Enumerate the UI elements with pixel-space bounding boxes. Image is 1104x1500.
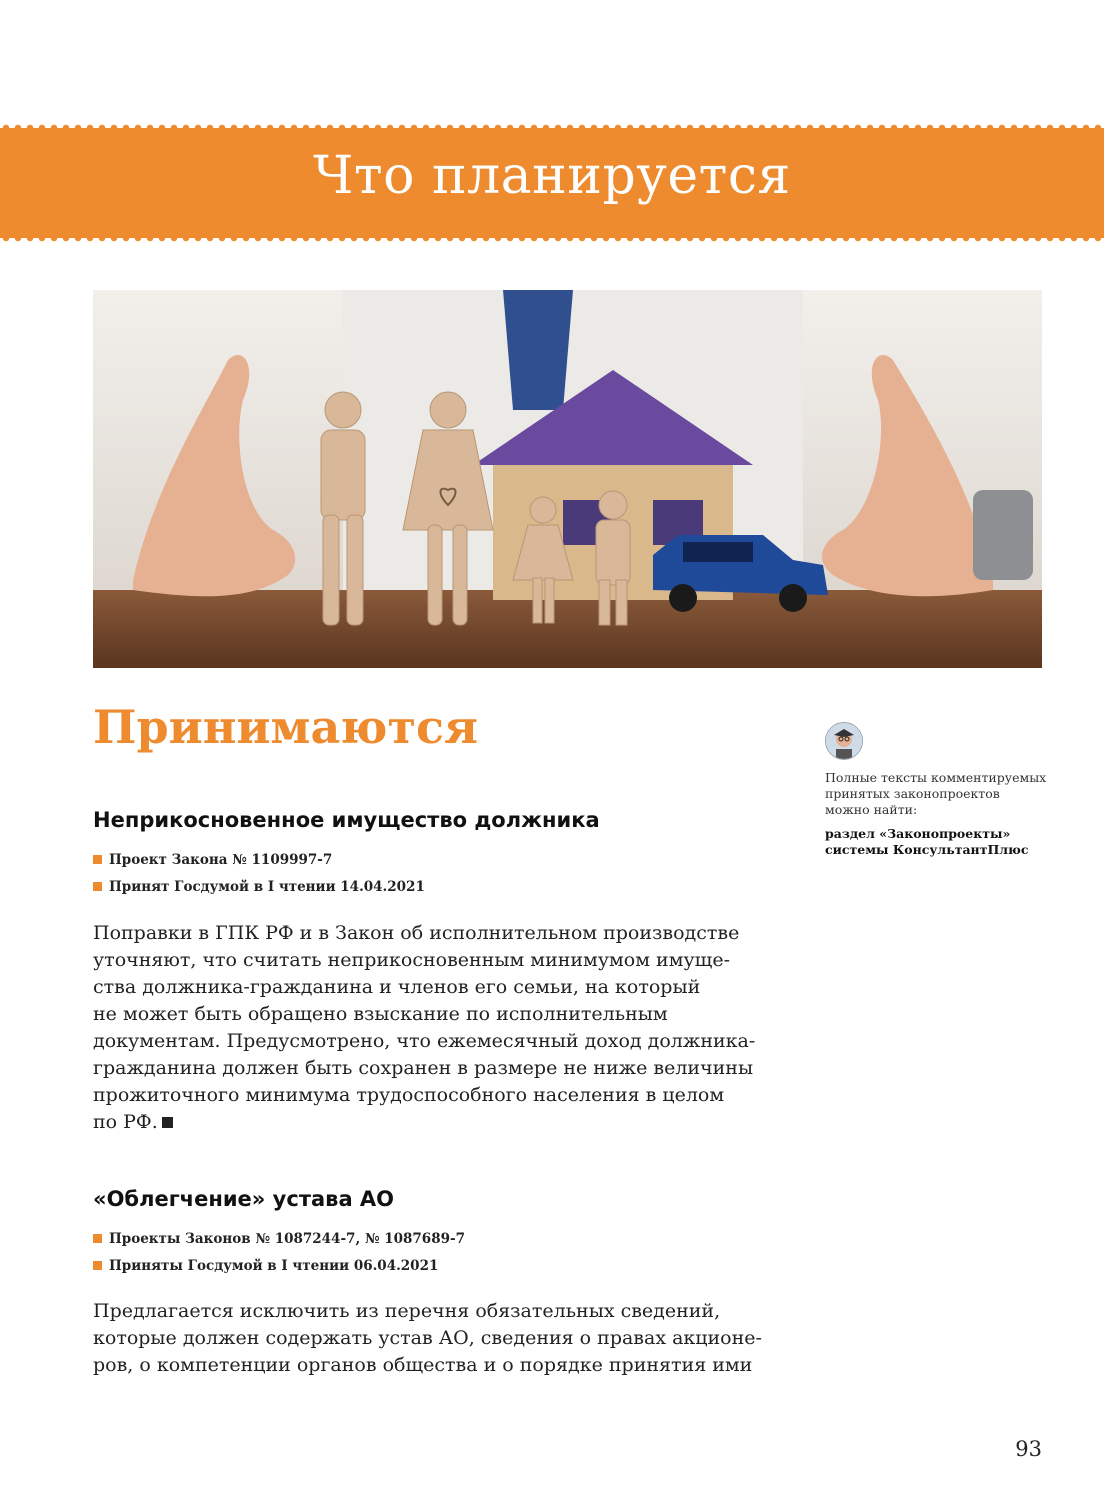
body-line: по РФ. (93, 1111, 158, 1133)
article-meta-text: Принят Госдумой в I чтении 14.04.2021 (109, 879, 425, 895)
body-line: Предлагается исключить из перечня обязательных сведений, (93, 1300, 721, 1322)
body-line-last (93, 1109, 753, 1136)
hero-image (93, 290, 1042, 668)
banner-title: Что планируется (313, 146, 791, 206)
sidebar-note-line: Полные тексты комментируемых (825, 770, 1047, 785)
header-banner (0, 128, 1104, 238)
article-meta-text: Приняты Госдумой в I чтении 06.04.2021 (109, 1258, 439, 1274)
body-line: уточняют, что считать неприкосновенным минимумом имуще- (93, 949, 731, 971)
bullet-square-icon (93, 855, 102, 864)
sidebar-source-line: раздел «Законопроекты» (825, 826, 1011, 841)
sidebar-note (825, 722, 1055, 858)
body-line: ства должника-гражданина и членов его семьи, на который (93, 976, 701, 998)
sidebar-source-line: системы КонсультантПлюс (825, 842, 1029, 857)
body-line: документам. Предусмотрено, что ежемесячный доход должника- (93, 1030, 756, 1052)
section-title: Принимаются (93, 700, 478, 754)
consultant-avatar-icon (825, 722, 863, 760)
body-line: Поправки в ГПК РФ и в Закон об исполнительном производстве (93, 922, 740, 944)
article-meta-item (93, 1231, 465, 1247)
body-line: не может быть обращено взыскание по исполнительным (93, 1003, 668, 1025)
article-title: Неприкосновенное имущество должника (93, 808, 600, 832)
article-meta-item (93, 1258, 438, 1274)
body-line: ров, о компетенции органов общества и о порядке принятия ими (93, 1354, 753, 1376)
sidebar-note-line: принятых законопроектов (825, 786, 1000, 801)
article-meta-item (93, 852, 332, 868)
article-title: «Облегчение» устава АО (93, 1187, 395, 1211)
bullet-square-icon (93, 1234, 102, 1243)
page-number: 93 (1015, 1437, 1042, 1461)
body-line: гражданина должен быть сохранен в размере не ниже величины (93, 1057, 754, 1079)
sidebar-note-line: можно найти: (825, 802, 918, 817)
bullet-square-icon (93, 1261, 102, 1270)
article-body (93, 1298, 762, 1379)
article-meta-text: Проекты Законов № 1087244-7, № 1087689-7 (109, 1231, 465, 1247)
article-meta-item (93, 879, 425, 895)
bullet-square-icon (93, 882, 102, 891)
article-meta-text: Проект Закона № 1109997-7 (109, 852, 333, 868)
sidebar-source (825, 826, 1055, 858)
end-of-article-mark-icon (162, 1117, 173, 1128)
body-line: которые должен содержать устав АО, сведения о правах акционе- (93, 1327, 762, 1349)
article-body (93, 920, 756, 1136)
body-line: прожиточного минимума трудоспособного населения в целом (93, 1084, 725, 1106)
